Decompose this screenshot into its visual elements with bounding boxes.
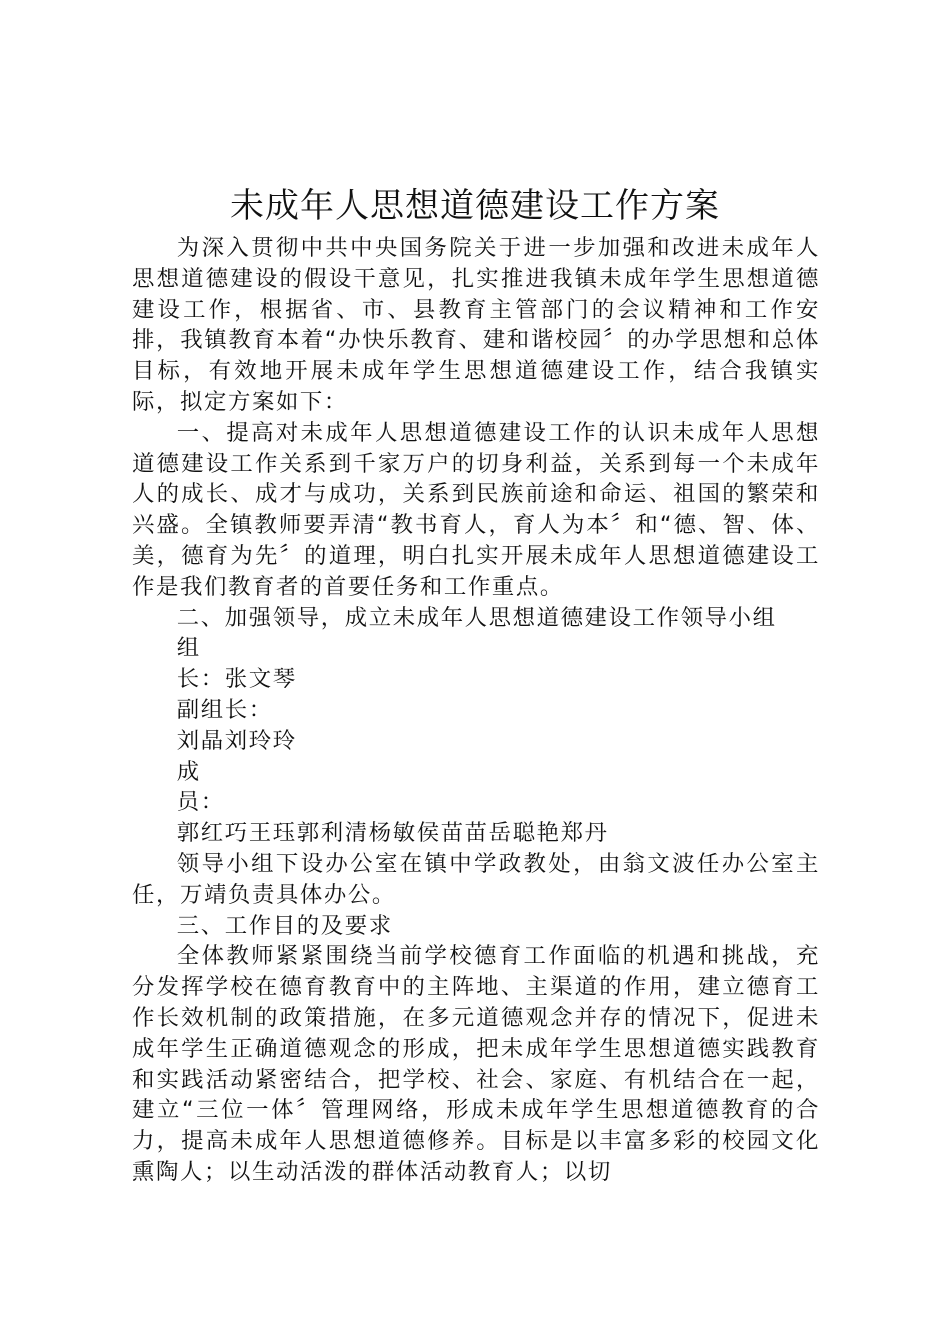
- document-body: [132, 233, 820, 1188]
- paragraph-office: 领导小组下设办公室在镇中学政教处，由翁文波任办公室主任，万靖负责具体办公。: [132, 850, 820, 908]
- member-names: 郭红巧王珏郭利清杨敏侯苗苗岳聪艳郑丹: [176, 820, 609, 847]
- member-label-part-1: 成: [176, 758, 201, 785]
- paragraph-section-3-body: 全体教师紧紧围绕当前学校德育工作面临的机遇和挑战，充分发挥学校在德育教育中的主阵地、主渠道的作用，建立德育工作长效机制的政策措施，在多元道德观念并存的情况下，促进未成年学生正确道德观念的形成，把未成年学生思想道德实践教育和实践活动紧密结合，把学校、社会、家庭、有机结合在一起，建立“三位一体〞管理网络，形成未成年学生思想道德教育的合力，提高未成年人思想道德修养。目标是以丰富多彩的校园文化熏陶人；以生动活泼的群体活动教育人；以切: [132, 943, 820, 1185]
- leader-label-part-2: 长：张文琴: [176, 666, 297, 693]
- leader-label-part-1: 组: [176, 635, 201, 662]
- paragraph-section-2-heading: 二、加强领导，成立未成年人思想道德建设工作领导小组: [176, 604, 777, 631]
- document-title: 未成年人思想道德建设工作方案: [230, 186, 720, 226]
- member-label-part-2: 员：: [176, 789, 225, 816]
- paragraph-section-1: 一、提高对未成年人思想道德建设工作的认识未成年人思想道德建设工作关系到千家万户的切身利益，关系到每一个未成年人的成长、成才与成功，关系到民族前途和命运、祖国的繁荣和兴盛。全镇教师要弄清“教书育人，育人为本〞和“德、智、体、美，德育为先〞的道理，明白扎实开展未成年人思想道德建设工作是我们教育者的首要任务和工作重点。: [132, 419, 820, 600]
- deputy-leader-names: 刘晶刘玲玲: [176, 727, 297, 754]
- deputy-leader-label: 副组长：: [176, 696, 273, 723]
- paragraph-intro: 为深入贯彻中共中央国务院关于进一步加强和改进未成年人思想道德建设的假设干意见，扎实推进我镇未成年学生思想道德建设工作，根据省、市、县教育主管部门的会议精神和工作安排，我镇教育本着“办快乐教育、建和谐校园〞的办学思想和总体目标，有效地开展未成年学生思想道德建设工作，结合我镇实际，拟定方案如下：: [132, 235, 820, 415]
- paragraph-section-3-heading: 三、工作目的及要求: [176, 912, 393, 939]
